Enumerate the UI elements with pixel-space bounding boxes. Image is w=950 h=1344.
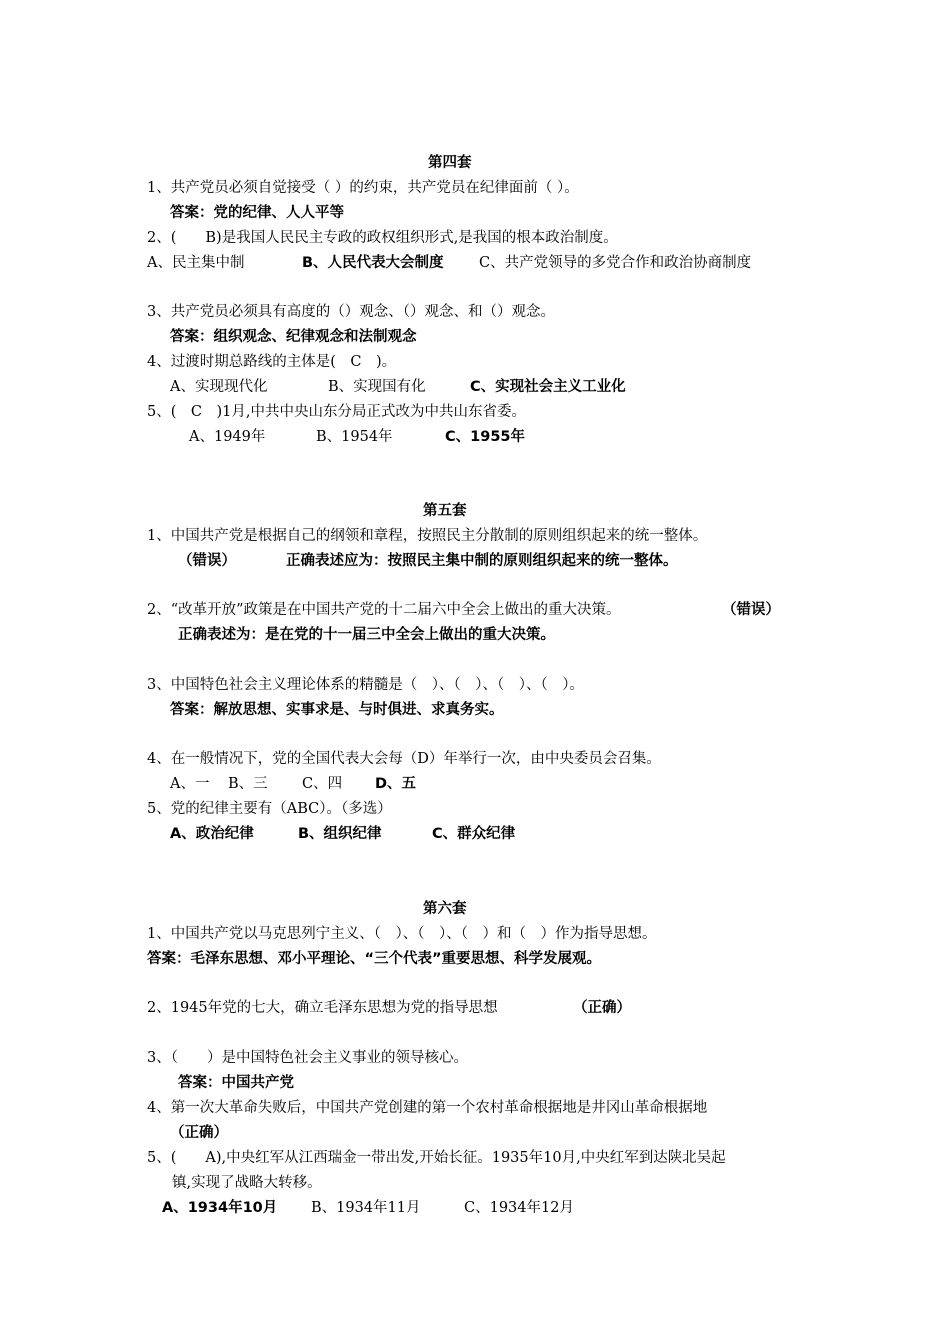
set4-q5-option-c: C、1955年 [445,429,525,445]
set4-question-5: 5、( C )1月,中共中央山东分局正式改为中共山东省委。 [147,404,526,420]
set5-correction-1: 正确表述应为：按照民主集中制的原则组织起来的统一整体。 [286,553,678,569]
set5-judge-2: （错误） [722,602,780,618]
set4-question-3: 3、共产党员必须具有高度的（）观念、（）观念、和（）观念。 [147,304,555,320]
set4-q4-option-c: C、实现社会主义工业化 [470,379,626,395]
set4-q5-option-b: B、1954年 [316,429,393,445]
set4-question-1: 1、共产党员必须自觉接受（ ）的约束，共产党员在纪律面前（ ）。 [147,180,579,196]
set5-q5-option-a: A、政治纪律 [170,826,254,842]
set4-answer-1: 答案：党的纪律、人人平等 [170,205,344,221]
set5-question-5: 5、党的纪律主要有（ABC）。（多选） [147,801,392,817]
set6-q5-option-b: B、1934年11月 [311,1200,421,1216]
set5-q4-option-c: C、四 [302,776,343,792]
set4-question-4: 4、过渡时期总路线的主体是( C )。 [147,354,397,370]
set6-judge-2: （正确） [573,1000,631,1016]
set5-q4-option-b: B、三 [228,776,268,792]
set6-question-3: 3、（ ）是中国特色社会主义事业的领导核心。 [147,1050,468,1066]
set5-q5-option-b: B、组织纪律 [298,826,382,842]
set6-question-1: 1、中国共产党以马克思列宁主义、（ ）、（ ）、（ ）和（ ）作为指导思想。 [147,926,657,942]
set5-q5-option-c: C、群众纪律 [432,826,516,842]
set5-question-3: 3、中国特色社会主义理论体系的精髓是（ ）、（ ）、（ ）、（ ）。 [147,677,584,693]
set4-q4-option-b: B、实现国有化 [328,379,426,395]
set6-judge-4: （正确） [170,1125,228,1141]
set6-answer-3: 答案：中国共产党 [178,1075,294,1091]
set4-q2-option-b: B、人民代表大会制度 [302,255,444,271]
set6-question-5-line-1: 5、( A),中央红军从江西瑞金一带出发,开始长征。1935年10月,中央红军到达陕北吴起 [147,1150,726,1166]
set4-q2-option-a: A、民主集中制 [147,255,245,271]
set5-question-4: 4、在一般情况下，党的全国代表大会每（D）年举行一次，由中央委员会召集。 [147,751,661,767]
set6-answer-1: 答案：毛泽东思想、邓小平理论、“三个代表”重要思想、科学发展观。 [147,951,602,967]
set5-judge-1: （错误） [178,553,236,569]
set6-question-2: 2、1945年党的七大，确立毛泽东思想为党的指导思想 [147,1000,498,1016]
set4-title: 第四套 [428,155,472,171]
set6-q5-option-c: C、1934年12月 [464,1200,574,1216]
set5-q4-option-a: A、一 [170,776,210,792]
set4-q5-option-a: A、1949年 [189,429,266,445]
set5-q4-option-d: D、五 [375,776,417,792]
set6-q5-option-a: A、1934年10月 [162,1200,278,1216]
set4-question-2: 2、( B)是我国人民民主专政的政权组织形式,是我国的根本政治制度。 [147,230,618,246]
set5-title: 第五套 [423,503,467,519]
set6-title: 第六套 [423,901,467,917]
set6-question-5-line-2: 镇,实现了战略大转移。 [172,1175,322,1191]
set4-q4-option-a: A、实现现代化 [170,379,268,395]
set5-correction-2: 正确表述为：是在党的十一届三中全会上做出的重大决策。 [178,627,555,643]
set5-answer-3: 答案：解放思想、实事求是、与时俱进、求真务实。 [170,702,504,718]
set5-question-2: 2、“改革开放”政策是在中国共产党的十二届六中全会上做出的重大决策。 [147,602,621,618]
set4-q2-option-c: C、共产党领导的多党合作和政治协商制度 [479,255,752,271]
set5-question-1: 1、中国共产党是根据自己的纲领和章程，按照民主分散制的原则组织起来的统一整体。 [147,528,708,544]
set4-answer-3: 答案：组织观念、纪律观念和法制观念 [170,329,417,345]
set6-question-4: 4、第一次大革命失败后，中国共产党创建的第一个农村革命根据地是井冈山革命根据地 [147,1100,708,1116]
